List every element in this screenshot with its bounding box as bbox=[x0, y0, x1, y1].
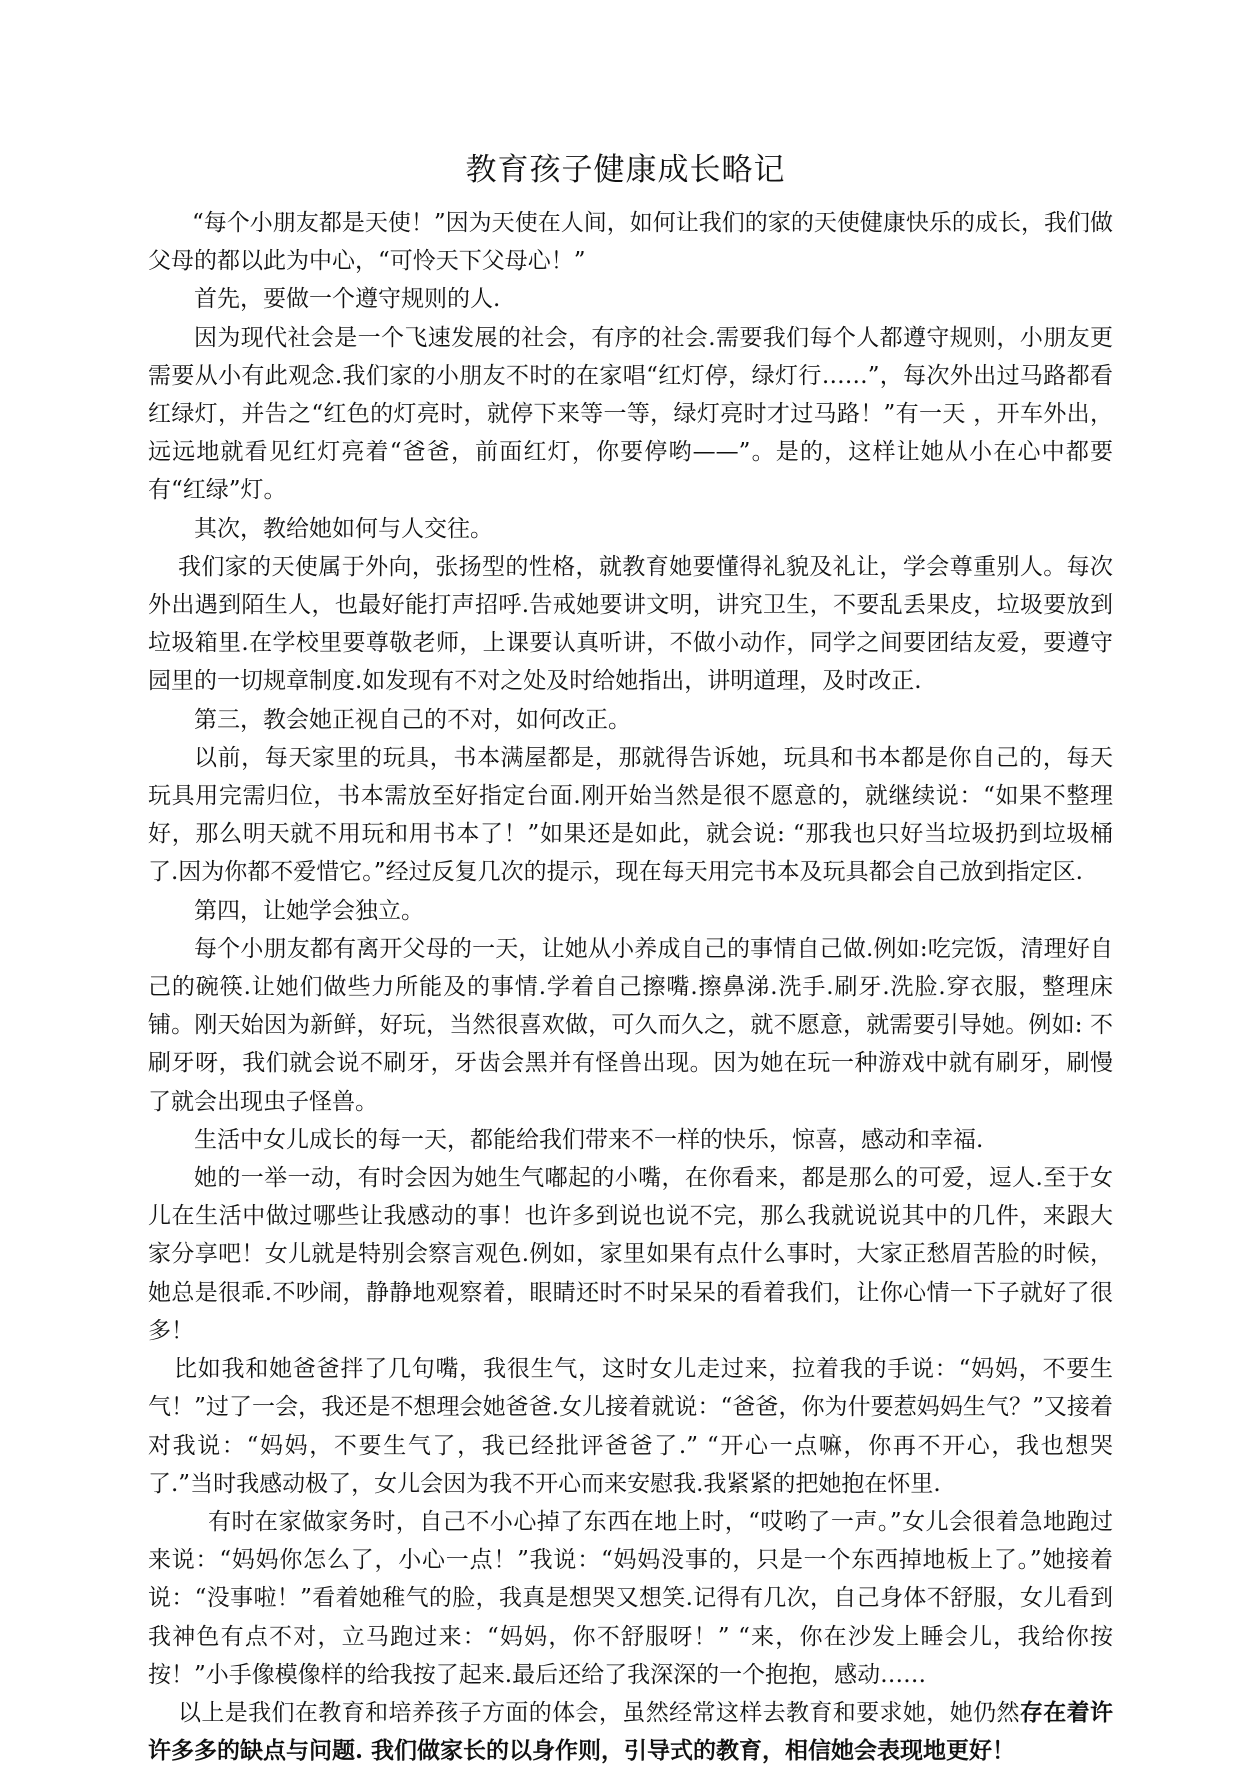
conclusion-text: 以上是我们在教育和培养孩子方面的体会，虽然经常这样去教育和要求她，她仍然 bbox=[178, 1699, 1020, 1726]
paragraph-social: 我们家的天使属于外向，张扬型的性格，就教育她要懂得礼貌及礼让，学会尊重别人。每次外出遇到陌生人，也最好能打声招呼.告戒她要讲文明，讲究卫生，不要乱丢果皮，垃圾要放到垃圾箱里.在学校里要尊敬老师，上课要认真听讲，不做小动作，同学之间要团结友爱，要遵守园里的一切规章制度.如发现有不对之处及时给她指出，讲明道理，及时改正. bbox=[148, 553, 1113, 695]
paragraph-intro: “每个小朋友都是天使！”因为天使在人间，如何让我们的家的天使健康快乐的成长，我们做父母的都以此为中心，“可怜天下父母心！” bbox=[148, 210, 1113, 275]
page-title: 教育孩子健康成长略记 bbox=[465, 152, 786, 188]
document-body bbox=[148, 204, 1113, 1770]
paragraph-touching-moments: 她的一举一动，有时会因为她生气嘟起的小嘴，在你看来，都是那么的可爱，逗人.至于女儿在生活中做过哪些让我感动的事！也许多到说也说不完，那么我就说说其中的几件，来跟大家分享吧！女儿就是特别会察言观色.例如，家里如果有点什么事时，大家正愁眉苦脸的时候，她总是很乖.不吵闹，静静地观察着，眼睛还时不时呆呆的看着我们，让你心情一下子就好了很多！ bbox=[148, 1165, 1113, 1344]
heading-third: 第三，教会她正视自己的不对，如何改正。 bbox=[194, 706, 631, 733]
conclusion-bold-text: 存在着许许多多的缺点与问题. 我们做家长的以身作则，引导式的教育，相信她会表现地更好！ bbox=[148, 1698, 1114, 1765]
heading-second: 其次，教给她如何与人交往。 bbox=[194, 515, 493, 542]
heading-first: 首先，要做一个遵守规则的人. bbox=[194, 286, 501, 313]
paragraph-tidy: 以前，每天家里的玩具，书本满屋都是，那就得告诉她，玩具和书本都是你自己的，每天玩具用完需归位，书本需放至好指定台面.刚开始当然是很不愿意的，就继续说：“如果不整理好，那么明天就不用玩和用书本了！”如果还是如此，就会说: “那我也只好当垃圾扔到垃圾桶了.因为你都不爱惜它。”经过反复几次的提示，现在每天用完书本及玩具都会自己放到指定区. bbox=[148, 744, 1113, 886]
paragraph-independence: 每个小朋友都有离开父母的一天，让她从小养成自己的事情自己做.例如:吃完饭，清理好自己的碗筷.让她们做些力所能及的事情.学着自己擦嘴.擦鼻涕.洗手.刷牙.洗脸.穿衣服，整理床铺。刚天始因为新鲜，好玩，当然很喜欢做，可久而久之，就不愿意，就需要引导她。例如: 不刷牙呀，我们就会说不刷牙，牙齿会黑并有怪兽出现。因为她在玩一种游戏中就有刷牙，刷慢了就会出现虫子怪兽。 bbox=[148, 935, 1113, 1115]
paragraph-housework-story: 有时在家做家务时，自己不小心掉了东西在地上时，“哎哟了一声。”女儿会很着急地跑过来说：“妈妈你怎么了，小心一点！”我说：“妈妈没事的，只是一个东西掉地板上了。”她接着说：“没事啦！”看着她稚气的脸，我真是想哭又想笑.记得有几次，自己身体不舒服，女儿看到我神色有点不对，立马跑过来：“妈妈，你不舒服呀！” “来，你在沙发上睡会儿，我给你按按！”小手像模像样的给我按了起来.最后还给了我深深的一个抱抱，感动…… bbox=[148, 1508, 1113, 1688]
paragraph-argument-story: 比如我和她爸爸拌了几句嘴，我很生气，这时女儿走过来，拉着我的手说：“妈妈，不要生气！”过了一会，我还是不想理会她爸爸.女儿接着就说：“爸爸，你为什要惹妈妈生气？”又接着对我说：“妈妈，不要生气了，我已经批评爸爸了.” “开心一点嘛，你再不开心，我也想哭了.”当时我感动极了，女儿会因为我不开心而来安慰我.我紧紧的把她抱在怀里. bbox=[148, 1356, 1113, 1497]
heading-fourth: 第四，让她学会独立。 bbox=[194, 897, 424, 924]
paragraph-daily-life: 生活中女儿成长的每一天，都能给我们带来不一样的快乐，惊喜，感动和幸福. bbox=[194, 1126, 984, 1153]
paragraph-rules: 因为现代社会是一个飞速发展的社会，有序的社会.需要我们每个人都遵守规则，小朋友更需要从小有此观念.我们家的小朋友不时的在家唱“红灯停，绿灯行……”，每次外出过马路都看红绿灯，并告之“红色的灯亮时，就停下来等一等，绿灯亮时才过马路！”有一天 ，开车外出，远远地就看见红灯亮着“爸爸，前面红灯，你要停哟——”。是的，这样让她从小在心中都要有“红绿”灯。 bbox=[148, 324, 1113, 504]
paragraph-conclusion bbox=[148, 1694, 1113, 1770]
